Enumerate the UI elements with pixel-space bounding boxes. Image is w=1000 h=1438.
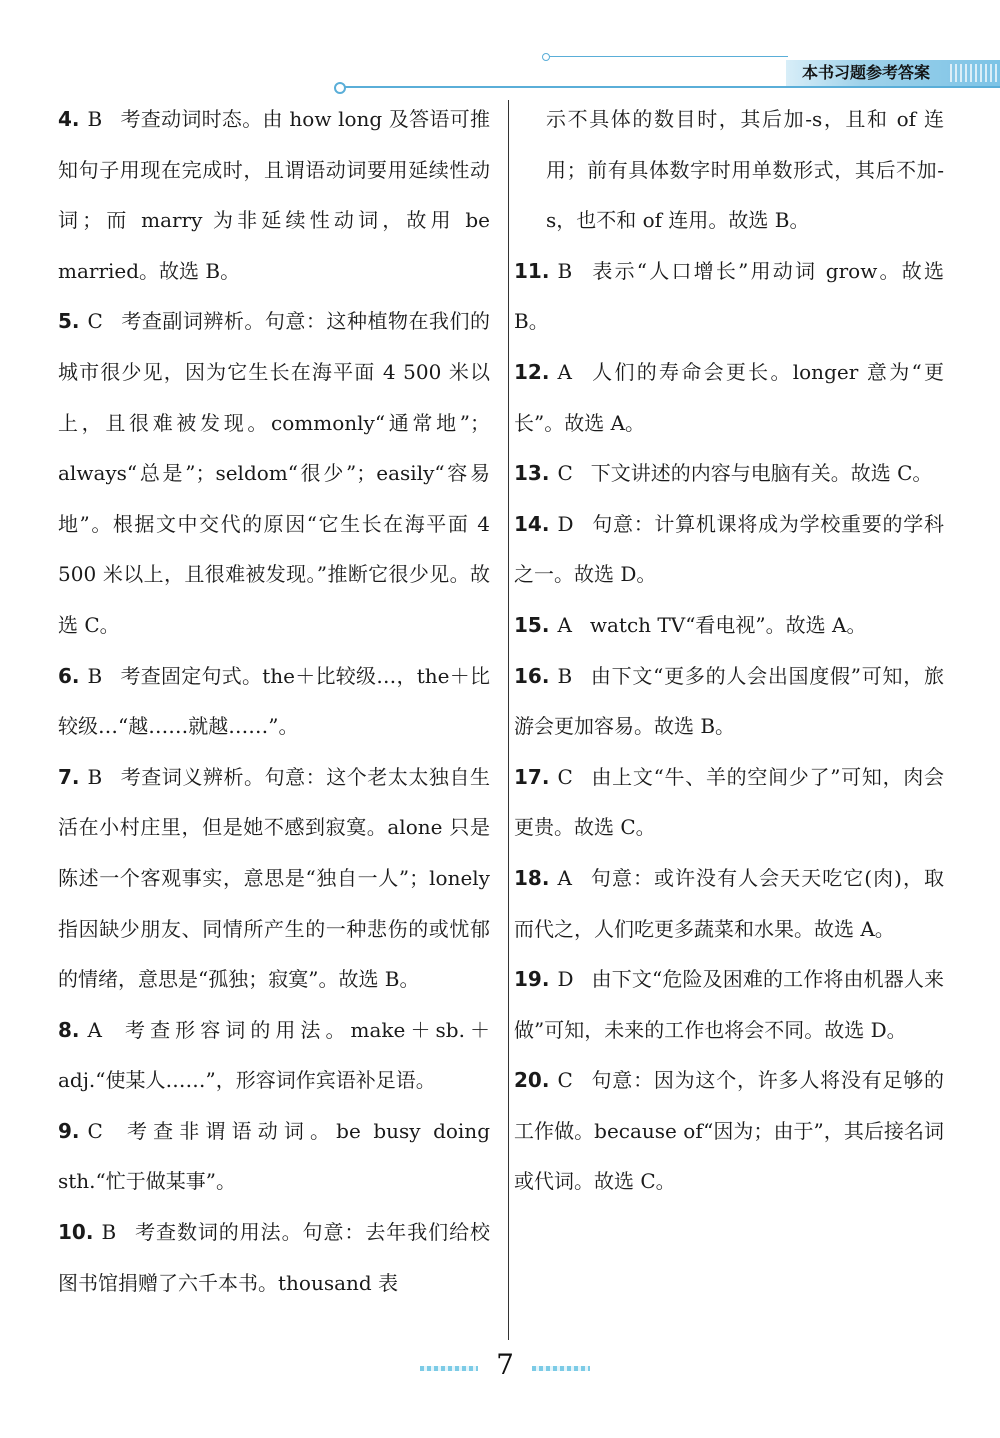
answer-item — [514, 651, 944, 752]
question-number: 8. — [58, 1017, 80, 1042]
answer-letter: A — [557, 612, 572, 637]
answer-item — [514, 1055, 944, 1207]
answer-item — [514, 853, 944, 954]
answer-letter: A — [557, 359, 572, 384]
explanation-text: 考查动词时态。由 how long 及答语可推知句子用现在完成时，且谓语动词要用延续性动词；而 marry 为非延续性动词，故用 be married。故选 B。 — [58, 107, 490, 283]
question-number: 14. — [514, 511, 550, 536]
question-number: 15. — [514, 612, 550, 637]
answer-letter: C — [87, 1118, 103, 1143]
explanation-text: 下文讲述的内容与电脑有关。故选 C。 — [590, 461, 933, 486]
answer-item — [514, 752, 944, 853]
question-number: 18. — [514, 865, 550, 890]
explanation-text: 人们的寿命会更长。longer 意为“更长”。故选 A。 — [514, 359, 944, 435]
answer-item — [514, 499, 944, 600]
answer-letter: B — [557, 663, 573, 688]
answer-continuation: 示不具体的数目时，其后加-s，且和 of 连用；前有具体数字时用单数形式，其后不加-s，也不和 of 连用。故选 B。 — [546, 107, 944, 233]
explanation-text: 考查副词辨析。句意：这种植物在我们的城市很少见，因为它生长在海平面 4 500 米以上，且很难被发现。commonly“通常地”；always“总是”；seldom“很少”；easily“容易地”。根据文中交代的原因“它生长在海平面 4 500 米以上，且很难被发现。”推断它很少见。故选 C。 — [58, 309, 490, 637]
question-number: 11. — [514, 258, 550, 283]
answer-letter: C — [87, 309, 103, 334]
explanation-text: 由上文“牛、羊的空间少了”可知，肉会更贵。故选 C。 — [514, 764, 944, 840]
header-banner — [786, 60, 1000, 86]
answer-letter: B — [87, 663, 103, 688]
answer-letter: C — [557, 1068, 573, 1093]
answer-item — [514, 347, 944, 448]
answer-letter: B — [87, 764, 103, 789]
question-number: 19. — [514, 967, 550, 992]
footer-decoration-right — [532, 1366, 590, 1371]
header-decoration-line — [340, 86, 1000, 88]
explanation-text: 句意：因为这个，许多人将没有足够的工作做。because of“因为；由于”，其后接名词或代词。故选 C。 — [514, 1068, 944, 1194]
explanation-text: 由下文“更多的人会出国度假”可知，旅游会更加容易。故选 B。 — [514, 663, 944, 739]
answer-letter: D — [557, 967, 574, 992]
answer-item — [58, 752, 490, 1005]
question-number: 17. — [514, 764, 550, 789]
explanation-text: 考查形容词的用法。make＋sb.＋adj.“使某人……”，形容词作宾语补足语。 — [58, 1017, 490, 1093]
answer-letter: A — [87, 1017, 102, 1042]
answer-item — [514, 448, 944, 499]
explanation-text: 由下文“危险及困难的工作将由机器人来做”可知，未来的工作也将会不同。故选 D。 — [514, 967, 944, 1042]
explanation-text: watch TV“看电视”。故选 A。 — [589, 612, 867, 637]
answer-item — [58, 1106, 490, 1207]
page-footer — [420, 1348, 590, 1382]
explanation-text: 表示“人口增长”用动词 grow。故选 B。 — [514, 258, 944, 334]
column-divider — [508, 100, 509, 1340]
answer-item — [58, 1207, 490, 1308]
question-number: 7. — [58, 764, 80, 789]
left-column — [58, 94, 490, 1308]
question-number: 4. — [58, 107, 80, 131]
question-number: 13. — [514, 461, 550, 486]
question-number: 9. — [58, 1118, 80, 1143]
explanation-text: 考查非谓语动词。be busy doing sth.“忙于做某事”。 — [58, 1118, 490, 1194]
answer-letter: A — [557, 865, 572, 890]
explanation-text: 考查词义辨析。句意：这个老太太独自生活在小村庄里，但是她不感到寂寞。alone 只是陈述一个客观事实，意思是“独自一人”；lonely 指因缺少朋友、同情所产生的一种悲伤的或忧郁的情绪，意思是“孤独；寂寞”。故选 B。 — [58, 764, 490, 992]
answer-item — [514, 246, 944, 347]
answer-item — [58, 94, 490, 296]
question-number: 6. — [58, 663, 80, 688]
question-number: 5. — [58, 309, 80, 334]
page-number: 7 — [496, 1348, 514, 1381]
header-title: 本书习题参考答案 — [801, 63, 930, 82]
answer-item — [58, 651, 490, 752]
footer-decoration-left — [420, 1366, 478, 1371]
question-number: 20. — [514, 1068, 550, 1093]
answer-item — [58, 296, 490, 650]
answer-letter: C — [557, 461, 573, 486]
explanation-text: 句意：或许没有人会天天吃它(肉)，取而代之，人们吃更多蔬菜和水果。故选 A。 — [514, 865, 944, 941]
answer-letter: C — [557, 764, 573, 789]
answer-letter: B — [101, 1220, 117, 1245]
explanation-text: 考查数词的用法。句意：去年我们给校图书馆捐赠了六千本书。thousand 表 — [58, 1220, 490, 1295]
question-number: 10. — [58, 1220, 94, 1245]
answer-letter: B — [557, 258, 573, 283]
answer-item — [514, 954, 944, 1055]
answer-letter: B — [87, 107, 103, 131]
explanation-text: 句意：计算机课将成为学校重要的学科之一。故选 D。 — [514, 511, 944, 587]
question-number: 12. — [514, 359, 550, 384]
right-column — [514, 94, 944, 1207]
header-stripes-decoration — [950, 64, 1000, 82]
header-decoration-line-upper — [548, 56, 788, 57]
answer-letter: D — [557, 511, 574, 536]
question-number: 16. — [514, 663, 550, 688]
answer-item — [514, 600, 944, 651]
answer-item — [58, 1005, 490, 1106]
explanation-text: 考查固定句式。the＋比较级…，the＋比较级…“越……就越……”。 — [58, 663, 490, 739]
